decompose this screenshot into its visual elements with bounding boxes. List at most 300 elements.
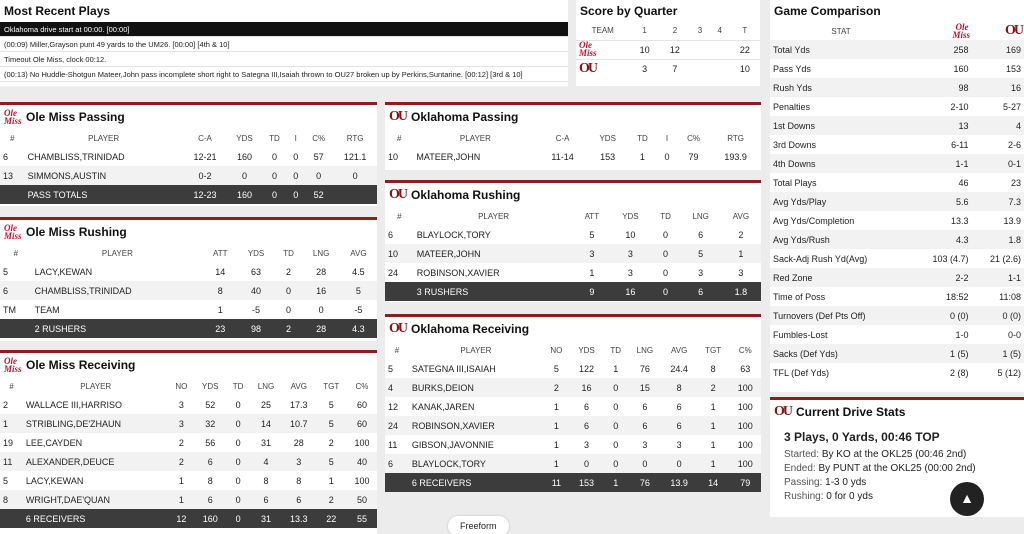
totals-cell: 11 bbox=[543, 473, 570, 492]
comparison-row bbox=[770, 135, 1024, 154]
comparison-row bbox=[770, 363, 1024, 382]
comparison-row bbox=[770, 40, 1024, 59]
table-cell: 1 bbox=[721, 244, 761, 263]
table-row bbox=[0, 147, 377, 166]
totals-row bbox=[385, 282, 761, 301]
table-cell: 0 bbox=[226, 414, 250, 433]
column-header: ATT bbox=[212, 248, 228, 258]
column-header: YDS bbox=[578, 345, 595, 355]
freeform-button[interactable]: Freeform bbox=[448, 516, 509, 534]
table-cell: 2 bbox=[286, 266, 292, 277]
ou-passing-panel bbox=[385, 102, 761, 170]
table-cell: 6 bbox=[698, 229, 704, 240]
comparison-value: 0-0 bbox=[1007, 329, 1021, 340]
table-cell: 1 bbox=[217, 304, 223, 315]
table-cell: 1 bbox=[169, 490, 195, 509]
table-cell: LEE,CAYDEN bbox=[25, 437, 83, 448]
drive-line-value: 1-3 0 yds bbox=[825, 477, 867, 488]
table-cell: ROBINSON,XAVIER bbox=[416, 267, 500, 278]
totals-cell: 6 bbox=[681, 282, 721, 301]
table-cell: 16 bbox=[570, 378, 603, 397]
drive-line-label: Started: bbox=[784, 449, 820, 460]
table-cell: 56 bbox=[205, 437, 216, 448]
table-cell: 0 bbox=[570, 454, 603, 473]
table-cell: 24 bbox=[385, 416, 409, 435]
table-cell: 60 bbox=[347, 414, 377, 433]
table-cell: 10 bbox=[625, 229, 636, 240]
comparison-value: 1-1 bbox=[912, 154, 972, 173]
column-header: I bbox=[665, 133, 669, 143]
table-cell: 24 bbox=[388, 267, 399, 278]
quarter-score: 10 bbox=[639, 44, 650, 55]
totals-cell: 4.3 bbox=[340, 319, 377, 338]
table-cell: 11-14 bbox=[551, 151, 574, 162]
comparison-row bbox=[770, 325, 1024, 344]
score-header: 3 bbox=[697, 26, 703, 36]
table-cell: 63 bbox=[740, 363, 751, 374]
totals-cell: 23 bbox=[203, 319, 237, 338]
comparison-row bbox=[770, 116, 1024, 135]
comparison-row bbox=[770, 249, 1024, 268]
table-cell: 0 bbox=[662, 454, 697, 473]
column-header: AVG bbox=[290, 381, 307, 391]
table-cell: 8 bbox=[710, 363, 716, 374]
column-header: RTG bbox=[727, 133, 745, 143]
ole-miss-col-header bbox=[912, 22, 972, 40]
table-cell: 5 bbox=[316, 414, 347, 433]
score-header: TEAM bbox=[591, 26, 614, 36]
comparison-value: 4.3 bbox=[912, 230, 972, 249]
column-header: NO bbox=[175, 381, 188, 391]
table-cell: 2 bbox=[3, 399, 9, 410]
comparison-row bbox=[770, 344, 1024, 363]
table-cell: 52 bbox=[205, 399, 216, 410]
comparison-stat: Total Yds bbox=[770, 40, 912, 59]
drive-line bbox=[784, 448, 1010, 462]
table-cell: 8 bbox=[0, 490, 23, 509]
play-item: (00:13) No Huddle-Shotgun Mateer,John pass incomplete short right to Sategna III,Isaiah thrown to OU27 broken up by Perkins,Suntarine. [00:12] [3rd & 10] bbox=[0, 67, 568, 82]
table-cell: 100 bbox=[354, 437, 370, 448]
table-cell: KANAK,JAREN bbox=[411, 401, 475, 412]
totals-cell: 28 bbox=[302, 319, 339, 338]
table-cell: 0 bbox=[613, 401, 619, 412]
table-cell: 8 bbox=[296, 475, 302, 486]
table-cell: 3 bbox=[610, 244, 650, 263]
table-cell: 100 bbox=[730, 454, 761, 473]
quarter-score bbox=[710, 59, 730, 78]
comparison-value: 1 (5) bbox=[912, 344, 972, 363]
ou-receiving-table bbox=[385, 341, 761, 492]
table-cell: 0 bbox=[603, 378, 628, 397]
om-receiving-panel bbox=[0, 350, 377, 534]
comparison-stat: Fumbles-Lost bbox=[773, 329, 828, 340]
table-cell: 1 bbox=[697, 416, 730, 435]
table-row bbox=[385, 435, 761, 454]
table-cell: 8 bbox=[662, 378, 697, 397]
ou-passing-title: Oklahoma Passing bbox=[411, 110, 519, 124]
comparison-row bbox=[770, 211, 1024, 230]
table-cell: 4 bbox=[250, 452, 282, 471]
table-cell: 0 bbox=[603, 454, 628, 473]
totals-cell: 76 bbox=[628, 473, 661, 492]
column-header: AVG bbox=[350, 248, 367, 258]
table-cell: 15 bbox=[628, 378, 661, 397]
table-cell: 3 bbox=[178, 399, 184, 410]
table-cell: 5 bbox=[553, 363, 559, 374]
table-cell: 5 bbox=[3, 266, 9, 277]
comparison-row bbox=[770, 59, 1024, 78]
table-cell: -5 bbox=[354, 304, 363, 315]
table-cell: 153 bbox=[600, 151, 616, 162]
column-header: TD bbox=[232, 381, 244, 391]
table-cell: MATEER,JOHN bbox=[414, 244, 574, 263]
drive-headline: 3 Plays, 0 Yards, 00:46 TOP bbox=[784, 430, 940, 444]
table-cell: WRIGHT,DAE'QUAN bbox=[23, 490, 169, 509]
score-header: 4 bbox=[717, 26, 722, 36]
column-header: # bbox=[13, 248, 19, 258]
table-cell: ROBINSON,XAVIER bbox=[409, 416, 543, 435]
table-cell: 0 bbox=[333, 166, 377, 185]
comparison-row bbox=[770, 154, 1024, 173]
table-cell: 0 bbox=[286, 304, 292, 315]
totals-cell: 0 bbox=[287, 185, 304, 204]
oklahoma-logo-icon: OU bbox=[579, 60, 596, 76]
totals-cell: 3 RUSHERS bbox=[414, 282, 574, 301]
comparison-value: 1.8 bbox=[972, 230, 1024, 249]
table-cell: 1 bbox=[697, 454, 730, 473]
table-cell: 6 bbox=[388, 229, 394, 240]
table-cell: 10 bbox=[388, 151, 399, 162]
table-cell: 6 bbox=[385, 454, 409, 473]
table-row bbox=[0, 414, 377, 433]
stat-header: STAT bbox=[831, 26, 851, 36]
table-row bbox=[385, 147, 761, 166]
comparison-row bbox=[770, 230, 1024, 249]
table-cell: 100 bbox=[730, 416, 761, 435]
table-cell: 3 bbox=[573, 244, 610, 263]
table-cell: 3 bbox=[642, 439, 648, 450]
column-header: C% bbox=[738, 345, 752, 355]
total-score: 22 bbox=[739, 44, 750, 55]
totals-cell: 1.8 bbox=[721, 282, 761, 301]
drive-line bbox=[784, 462, 1010, 476]
om-receiving-table bbox=[0, 377, 377, 528]
totals-cell: 1 bbox=[603, 473, 628, 492]
team-logo-cell bbox=[576, 59, 629, 78]
table-cell: 5 bbox=[3, 475, 9, 486]
oklahoma-col-header bbox=[972, 22, 1024, 40]
table-cell: 6 bbox=[194, 490, 226, 509]
totals-cell: 0 bbox=[262, 185, 288, 204]
column-header: C-A bbox=[198, 133, 212, 143]
totals-cell bbox=[0, 509, 23, 528]
table-cell: 1 bbox=[589, 267, 595, 278]
table-cell: 13 bbox=[0, 166, 25, 185]
totals-cell bbox=[385, 282, 414, 301]
table-cell: 31 bbox=[261, 437, 272, 448]
table-row bbox=[0, 433, 377, 452]
score-header: 1 bbox=[642, 26, 647, 36]
ole-miss-logo-icon: Ole Miss bbox=[579, 40, 597, 58]
table-cell: 40 bbox=[237, 281, 274, 300]
table-cell: 0 bbox=[613, 439, 619, 450]
table-cell: 0 bbox=[304, 166, 333, 185]
table-cell: 100 bbox=[737, 401, 753, 412]
quarter-score bbox=[690, 59, 710, 78]
table-cell: 1 bbox=[613, 363, 619, 374]
drive-line-value: By PUNT at the OKL25 (00:00 2nd) bbox=[818, 463, 976, 474]
table-cell: 11 bbox=[388, 439, 398, 450]
totals-cell: 6 RECEIVERS bbox=[23, 509, 169, 528]
comparison-value: 6-11 bbox=[951, 139, 969, 150]
comparison-value: 103 (4.7) bbox=[932, 253, 969, 264]
table-cell: GIBSON,JAVONNIE bbox=[411, 439, 494, 450]
table-cell: 5 bbox=[316, 452, 347, 471]
table-cell: 0 bbox=[235, 475, 241, 486]
totals-row bbox=[0, 319, 377, 338]
quarter-score bbox=[710, 40, 730, 59]
om-rushing-panel bbox=[0, 217, 377, 341]
table-cell: STRIBLING,DE'ZHAUN bbox=[23, 414, 169, 433]
table-row bbox=[0, 300, 377, 319]
table-cell: 0 bbox=[227, 166, 261, 185]
table-cell: 5 bbox=[681, 244, 721, 263]
om-receiving-title: Ole Miss Receiving bbox=[26, 358, 136, 372]
drive-line-label: Ended: bbox=[784, 463, 816, 474]
totals-cell: 52 bbox=[304, 185, 333, 204]
totals-cell: 55 bbox=[347, 509, 377, 528]
table-cell: 3 bbox=[738, 267, 744, 278]
table-row bbox=[0, 166, 377, 185]
table-cell: 1 bbox=[639, 151, 645, 162]
table-cell: 2 bbox=[169, 452, 195, 471]
table-cell: LACY,KEWAN bbox=[25, 475, 84, 486]
score-row bbox=[576, 40, 760, 59]
column-header: # bbox=[10, 133, 15, 143]
team-logo-cell bbox=[576, 40, 629, 59]
column-header: TD bbox=[637, 133, 648, 143]
comparison-value: 0-1 bbox=[972, 154, 1024, 173]
comparison-value: 13 bbox=[912, 116, 972, 135]
om-rushing-title: Ole Miss Rushing bbox=[26, 225, 127, 239]
table-cell: 0 bbox=[318, 304, 324, 315]
table-cell: 1 bbox=[710, 439, 716, 450]
table-cell: 10.7 bbox=[282, 414, 316, 433]
table-cell: 3 bbox=[698, 267, 704, 278]
table-row bbox=[385, 397, 761, 416]
table-cell: 2 bbox=[697, 378, 730, 397]
table-cell: 60 bbox=[356, 399, 367, 410]
comparison-stat: 4th Downs bbox=[770, 154, 912, 173]
table-cell: 5 bbox=[328, 399, 334, 410]
column-header: PLAYER bbox=[80, 381, 112, 391]
table-cell: 1 bbox=[710, 401, 716, 412]
arrow-up-icon: ▲ bbox=[960, 490, 974, 506]
table-cell: 2 bbox=[328, 437, 334, 448]
table-cell: 6 bbox=[628, 416, 661, 435]
table-cell: 6 bbox=[0, 281, 32, 300]
totals-cell: 153 bbox=[570, 473, 603, 492]
table-cell: 19 bbox=[3, 437, 14, 448]
column-header: TD bbox=[269, 133, 280, 143]
ou-rushing-title: Oklahoma Rushing bbox=[411, 188, 521, 202]
table-cell: -5 bbox=[251, 304, 260, 315]
ole-miss-logo-icon: Ole Miss bbox=[952, 21, 971, 40]
table-cell: 6 bbox=[194, 452, 226, 471]
table-row bbox=[0, 281, 377, 300]
table-cell: 121.1 bbox=[343, 151, 367, 162]
column-header: PLAYER bbox=[459, 133, 491, 143]
table-cell: 6 bbox=[662, 416, 697, 435]
table-cell: 0 bbox=[293, 151, 299, 162]
table-cell: 6 bbox=[676, 401, 682, 412]
table-cell: 8 bbox=[203, 281, 237, 300]
game-comparison-title: Game Comparison bbox=[774, 4, 881, 18]
comparison-value: 5-27 bbox=[1002, 101, 1021, 112]
totals-cell bbox=[385, 473, 409, 492]
recent-plays-title: Most Recent Plays bbox=[4, 4, 111, 18]
table-cell: ALEXANDER,DEUCE bbox=[23, 452, 169, 471]
table-cell: MATEER,JOHN bbox=[416, 151, 481, 162]
quarter-score: 12 bbox=[669, 44, 680, 55]
table-cell: 4 bbox=[385, 378, 409, 397]
column-header: TD bbox=[610, 345, 622, 355]
drive-line-value: 0 for 0 yds bbox=[826, 491, 873, 502]
column-header: C% bbox=[355, 381, 369, 391]
column-header: PLAYER bbox=[460, 345, 492, 355]
ou-passing-table bbox=[385, 129, 761, 166]
score-table bbox=[576, 22, 760, 78]
table-cell: 6 bbox=[570, 416, 603, 435]
totals-cell bbox=[0, 185, 25, 204]
table-cell: 1 bbox=[553, 401, 559, 412]
play-item: Timeout Ole Miss, clock 00:12. bbox=[0, 52, 568, 67]
totals-cell: 98 bbox=[237, 319, 274, 338]
comparison-stat: Rush Yds bbox=[770, 78, 912, 97]
table-cell: 8 bbox=[263, 475, 269, 486]
table-row bbox=[0, 395, 377, 414]
column-header: # bbox=[394, 345, 400, 355]
table-cell: CHAMBLISS,TRINIDAD bbox=[27, 151, 125, 162]
comparison-value: 5.6 bbox=[912, 192, 972, 211]
comparison-stat: 1st Downs bbox=[770, 116, 912, 135]
table-cell: 3 bbox=[282, 452, 316, 471]
oklahoma-logo-icon: OU bbox=[389, 321, 406, 336]
comparison-value: 5 (12) bbox=[997, 367, 1021, 378]
totals-cell: 0 bbox=[226, 509, 250, 528]
column-header: YDS bbox=[599, 133, 616, 143]
table-cell: 17.3 bbox=[290, 399, 308, 410]
column-header: YDS bbox=[247, 248, 265, 258]
table-cell: BLAYLOCK,TORY bbox=[416, 229, 491, 240]
comparison-value: 2-10 bbox=[950, 101, 969, 112]
table-cell: 0 bbox=[235, 437, 241, 448]
comparison-row bbox=[770, 173, 1024, 192]
comparison-row bbox=[770, 306, 1024, 325]
oklahoma-logo-icon: OU bbox=[1005, 23, 1022, 38]
table-cell: 193.9 bbox=[724, 151, 747, 162]
table-cell: CHAMBLISS,TRINIDAD bbox=[32, 281, 204, 300]
table-cell: 5 bbox=[589, 229, 595, 240]
table-cell: 0 bbox=[651, 244, 681, 263]
totals-cell: 22 bbox=[316, 509, 347, 528]
column-header: AVG bbox=[732, 211, 750, 221]
table-cell: 40 bbox=[347, 452, 377, 471]
table-cell: 10 bbox=[385, 244, 414, 263]
table-cell: 0 bbox=[663, 229, 669, 240]
table-cell: TM bbox=[3, 304, 16, 315]
table-cell: 50 bbox=[347, 490, 377, 509]
comparison-value: 46 bbox=[958, 177, 969, 188]
table-cell: 100 bbox=[354, 475, 370, 486]
table-cell: 14 bbox=[250, 414, 282, 433]
table-cell: 2 bbox=[738, 229, 744, 240]
table-cell: LACY,KEWAN bbox=[34, 266, 93, 277]
table-cell: 160 bbox=[236, 151, 252, 162]
totals-cell: 9 bbox=[573, 282, 610, 301]
ou-rushing-panel bbox=[385, 180, 761, 302]
comparison-value: 7.3 bbox=[972, 192, 1024, 211]
om-passing-panel bbox=[0, 102, 377, 206]
totals-cell: 79 bbox=[730, 473, 761, 492]
table-cell: 2 bbox=[178, 437, 184, 448]
play-item[interactable]: Oklahoma drive start at 00:00. [00:00] bbox=[0, 22, 568, 37]
comparison-stat: Pass Yds bbox=[773, 63, 811, 74]
table-cell: 1 bbox=[553, 439, 559, 450]
table-cell: 1 bbox=[178, 475, 184, 486]
oklahoma-logo-icon: OU bbox=[389, 187, 406, 202]
comparison-value: 153 bbox=[1005, 63, 1021, 74]
table-cell: 1 bbox=[543, 454, 570, 473]
drive-lines bbox=[770, 448, 1024, 504]
table-cell: 16 bbox=[302, 281, 339, 300]
totals-cell bbox=[333, 185, 377, 204]
table-cell: BLAYLOCK,TORY bbox=[409, 454, 543, 473]
column-header: TD bbox=[283, 248, 294, 258]
comparison-value: 4 bbox=[972, 116, 1024, 135]
column-header: C% bbox=[312, 133, 326, 143]
comparison-value: 1 (5) bbox=[972, 344, 1024, 363]
comparison-value: 11:08 bbox=[999, 291, 1021, 302]
scroll-to-top-button[interactable] bbox=[950, 482, 984, 516]
ou-receiving-title: Oklahoma Receiving bbox=[411, 322, 530, 336]
recent-plays-list bbox=[0, 22, 568, 82]
comparison-row bbox=[770, 192, 1024, 211]
comparison-value: 18:52 bbox=[946, 291, 969, 302]
game-comparison-panel bbox=[770, 0, 1024, 392]
table-row bbox=[385, 416, 761, 435]
oklahoma-logo-icon: OU bbox=[774, 404, 791, 419]
oklahoma-logo-icon: OU bbox=[389, 109, 406, 124]
comparison-row bbox=[770, 287, 1024, 306]
table-cell: 100 bbox=[730, 378, 761, 397]
column-header: # bbox=[396, 133, 402, 143]
table-cell: 79 bbox=[688, 151, 699, 162]
comparison-value: 1-0 bbox=[955, 329, 969, 340]
table-cell: WALLACE III,HARRISO bbox=[25, 399, 123, 410]
table-cell: 2 bbox=[543, 378, 570, 397]
comparison-stat: Total Plays bbox=[773, 177, 817, 188]
table-cell: 0 bbox=[271, 151, 277, 162]
comparison-value: 21 (2.6) bbox=[989, 253, 1021, 264]
column-header: PLAYER bbox=[478, 211, 510, 221]
om-rushing-table bbox=[0, 244, 377, 338]
comparison-value: 13.9 bbox=[1003, 215, 1021, 226]
table-row bbox=[385, 225, 761, 244]
column-header: TGT bbox=[323, 381, 340, 391]
comparison-stat: Red Zone bbox=[770, 268, 912, 287]
comparison-value: 1-1 bbox=[972, 268, 1024, 287]
